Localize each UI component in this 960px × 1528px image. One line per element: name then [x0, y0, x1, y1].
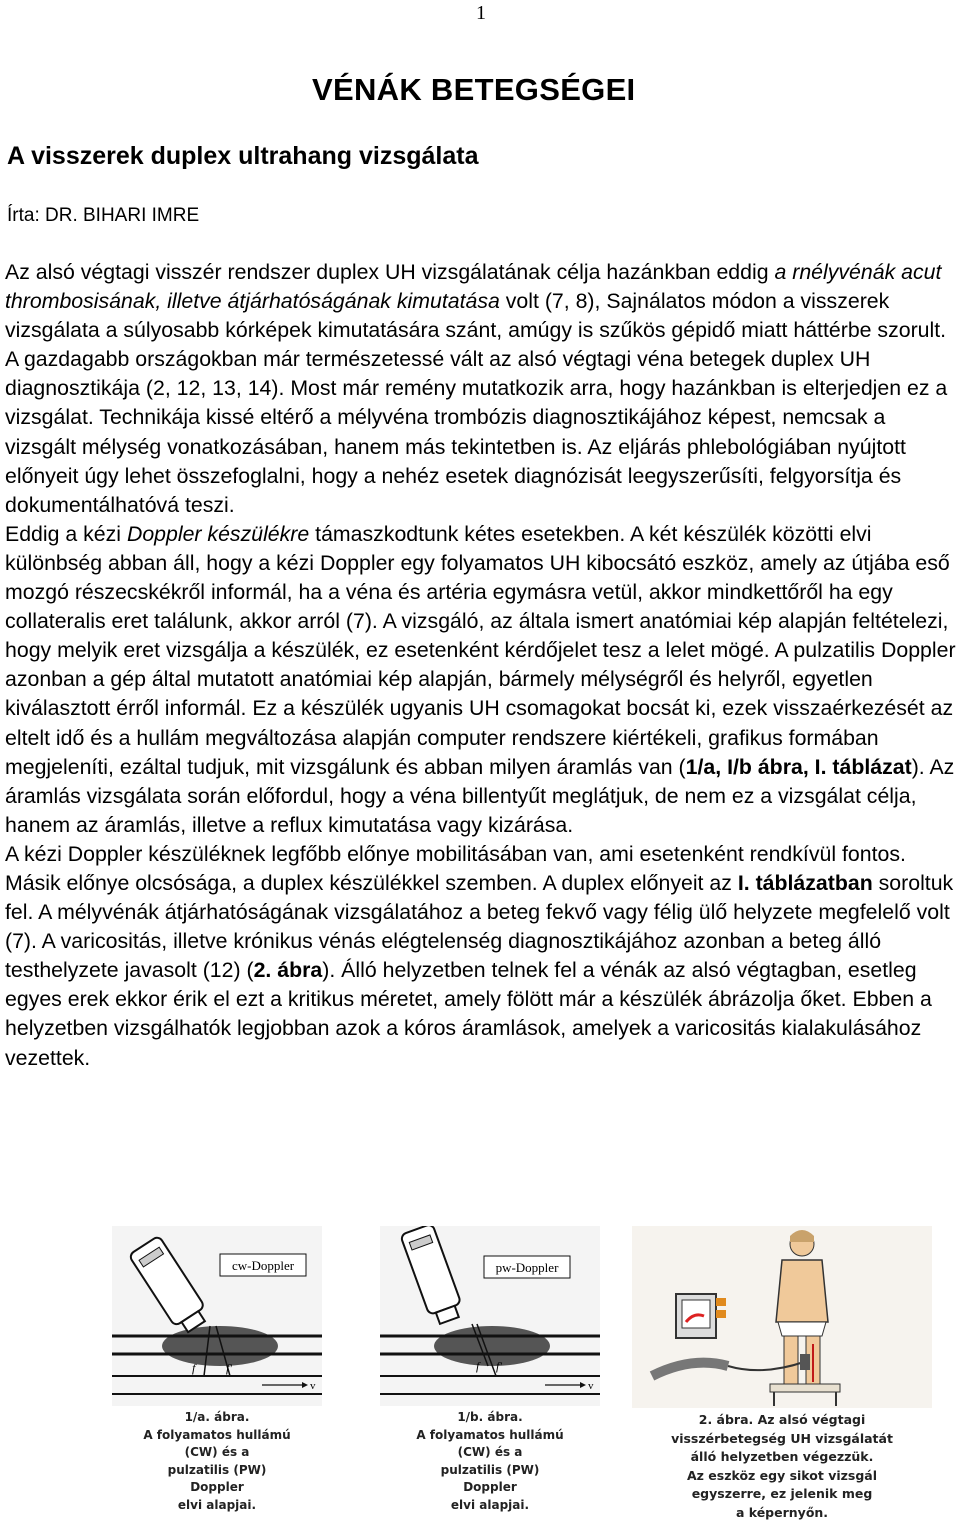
caption-line: Doppler — [190, 1480, 244, 1494]
article-body — [5, 258, 960, 1073]
pw-doppler-label: pw-Doppler — [495, 1260, 559, 1275]
author-line: Írta: DR. BIHARI IMRE — [7, 205, 200, 226]
figure-1a-caption — [112, 1409, 322, 1514]
article-title: A visszerek duplex ultrahang vizsgálata — [7, 142, 479, 170]
svg-text:f: f — [476, 1359, 480, 1373]
p3-text-a: A kézi Doppler készüléknek legfőbb előnye mobilitásában van, ami esetenként rendkívül fontos. Másik előnye olcsósága, a duplex készülékkel szemben. A duplex előnyeit az — [5, 841, 906, 895]
paragraph-2 — [5, 520, 960, 840]
caption-line: 2. ábra. Az alsó végtagi — [698, 1412, 866, 1427]
caption-line: visszérbetegség UH vizsgálatát — [671, 1430, 893, 1446]
caption-line: 1/a. ábra. — [184, 1410, 250, 1424]
svg-text:f': f' — [226, 1361, 232, 1375]
p1-text-a: Az alsó végtagi visszér rendszer duplex UH vizsgálatának célja hazánkban eddig — [5, 260, 775, 284]
svg-text:f': f' — [496, 1359, 502, 1373]
cw-doppler-label: cw-Doppler — [231, 1258, 295, 1273]
figure-2-caption — [632, 1411, 932, 1522]
caption-line: Doppler — [463, 1480, 517, 1494]
paragraph-3 — [5, 840, 960, 1073]
standing-patient-illustration — [632, 1226, 932, 1408]
p3-bold-figure: 2. ábra — [253, 958, 323, 983]
pw-doppler-illustration — [380, 1226, 600, 1406]
caption-line: pulzatilis (PW) — [167, 1462, 267, 1477]
svg-text:v: v — [310, 1380, 316, 1392]
caption-line: 1/b. ábra. — [457, 1410, 523, 1424]
p1-text-c: volt (7, 8), Sajnálatos módon a visszerek vizsgálata a súlyosabb kórképek kimutatására szánt, amúgy is szűkös gépidő miatt háttérbe szorult. A gazdagabb országokban már természetessé vált az alsó végtagi véna betegek duplex UH diagnosztikája (2, 12, 13, 14). Most már remény mutatkozik arra, hogy hazánkban is elterjedjen ez a vizsgálat. Technikája kissé eltérő a mélyvéna trombózis diagnosztikájához képest, nemcsak a vizsgált mélység vonatkozásában, hanem más tekintetben is. Az eljárás phlebológiában nyújtott előnyeit úgy lehet összefoglalni, hogy a nehéz esetek diagnózisát leegyszerűsíti, felgyorsítja és dokumentálhatóvá teszi. — [5, 289, 948, 517]
document-title: VÉNÁK BETEGSÉGEI — [312, 72, 636, 107]
svg-text:f: f — [192, 1361, 196, 1375]
svg-text:v: v — [588, 1380, 594, 1392]
paragraph-1 — [5, 258, 960, 520]
p2-text-e: ). Az áramlás vizsgálata során előfordul, hogy a véna billentyűt meglátjuk, de nem ez a vizsgálat célja, hanem az áramlás, illetve a reflux kimutatása vagy kizárása. — [5, 754, 955, 837]
caption-line: egyszerre, ez jelenik meg — [691, 1486, 873, 1501]
page-number: 1 — [476, 2, 486, 24]
p2-italic: Doppler készülékre — [126, 521, 310, 546]
p2-text-a: Eddig a kézi — [5, 521, 127, 546]
p2-text-c: támaszkodtunk kétes esetekben. A két készülék közötti elvi különbség abban áll, hogy a kézi Doppler egy folyamatos UH kibocsátó eszköz, amely az útjába eső mozgó részecskékről informál, ha a véna és artéria egymásra vetül, akkor mindkettőről ha egy collateralis eret találunk, akkor arról (7). A vizsgáló, az általa ismert anatómiai kép alapján feltételezi, hogy melyik eret vizsgálja a készülék, ez esetenként kérdőjelet tesz a lelet mögé. A pulzatilis Doppler azonban a gép által mutatott anatómiai kép alapján, bármely mélységről és helyről, egyetlen kiválasztott érről informál. Ez a készülék ugyanis UH csomagokat bocsát ki, ezek visszaérkezését az eltelt idő és a hullám megváltozása alapján computer rendszere kiértékeli, grafikus formában megjeleníti, ezáltal tudjuk, mit vizsgálunk és abban milyen áramlás van ( — [5, 521, 956, 779]
figure-2 — [632, 1226, 932, 1526]
p3-bold-table: I. táblázatban — [737, 870, 873, 895]
caption-line: elvi alapjai. — [450, 1497, 530, 1512]
figure-1b — [380, 1226, 600, 1526]
figure-1b-caption — [380, 1409, 600, 1514]
caption-line: A folyamatos hullámú — [143, 1427, 291, 1442]
figure-1a — [112, 1226, 322, 1526]
p3-text-c: soroltuk fel. A mélyvénák átjárhatóságának vizsgálatához a beteg fekvő vagy félig ülő helyzete megfelelő volt (7). A varicositás, illetve krónikus vénás elégtelenség diagnosztikájához azonban a beteg álló testhelyzete javasolt (12) ( — [5, 870, 954, 983]
caption-line: elvi alapjai. — [177, 1497, 257, 1512]
caption-line: (CW) és a — [457, 1445, 523, 1459]
p1-italic: a rnélyvénák acut thrombosisának, illetve átjárhatóságának kimutatása — [5, 260, 942, 314]
p3-text-e: ). Álló helyzetben telnek fel a vénák az alsó végtagban, esetleg egyes erek ekkor érik el ezt a kritikus méretet, amely fölött már a készülék ábrázolja őket. Ebben a helyzetben vizsgálhatók legjobban azok a kóros áramlások, amelyek a varicositás kialakulásához vezettek. — [5, 958, 932, 1070]
caption-line: A folyamatos hullámú — [416, 1427, 564, 1442]
caption-line: a képernyőn. — [735, 1504, 829, 1520]
caption-line: Az eszköz egy sikot vizsgál — [686, 1467, 878, 1483]
caption-line: (CW) és a — [184, 1445, 250, 1459]
cw-doppler-illustration — [112, 1226, 322, 1406]
caption-line: álló helyzetben végezzük. — [690, 1449, 874, 1464]
p2-bold: 1/a, I/b ábra, I. táblázat — [685, 754, 912, 779]
caption-line: pulzatilis (PW) — [440, 1462, 540, 1477]
